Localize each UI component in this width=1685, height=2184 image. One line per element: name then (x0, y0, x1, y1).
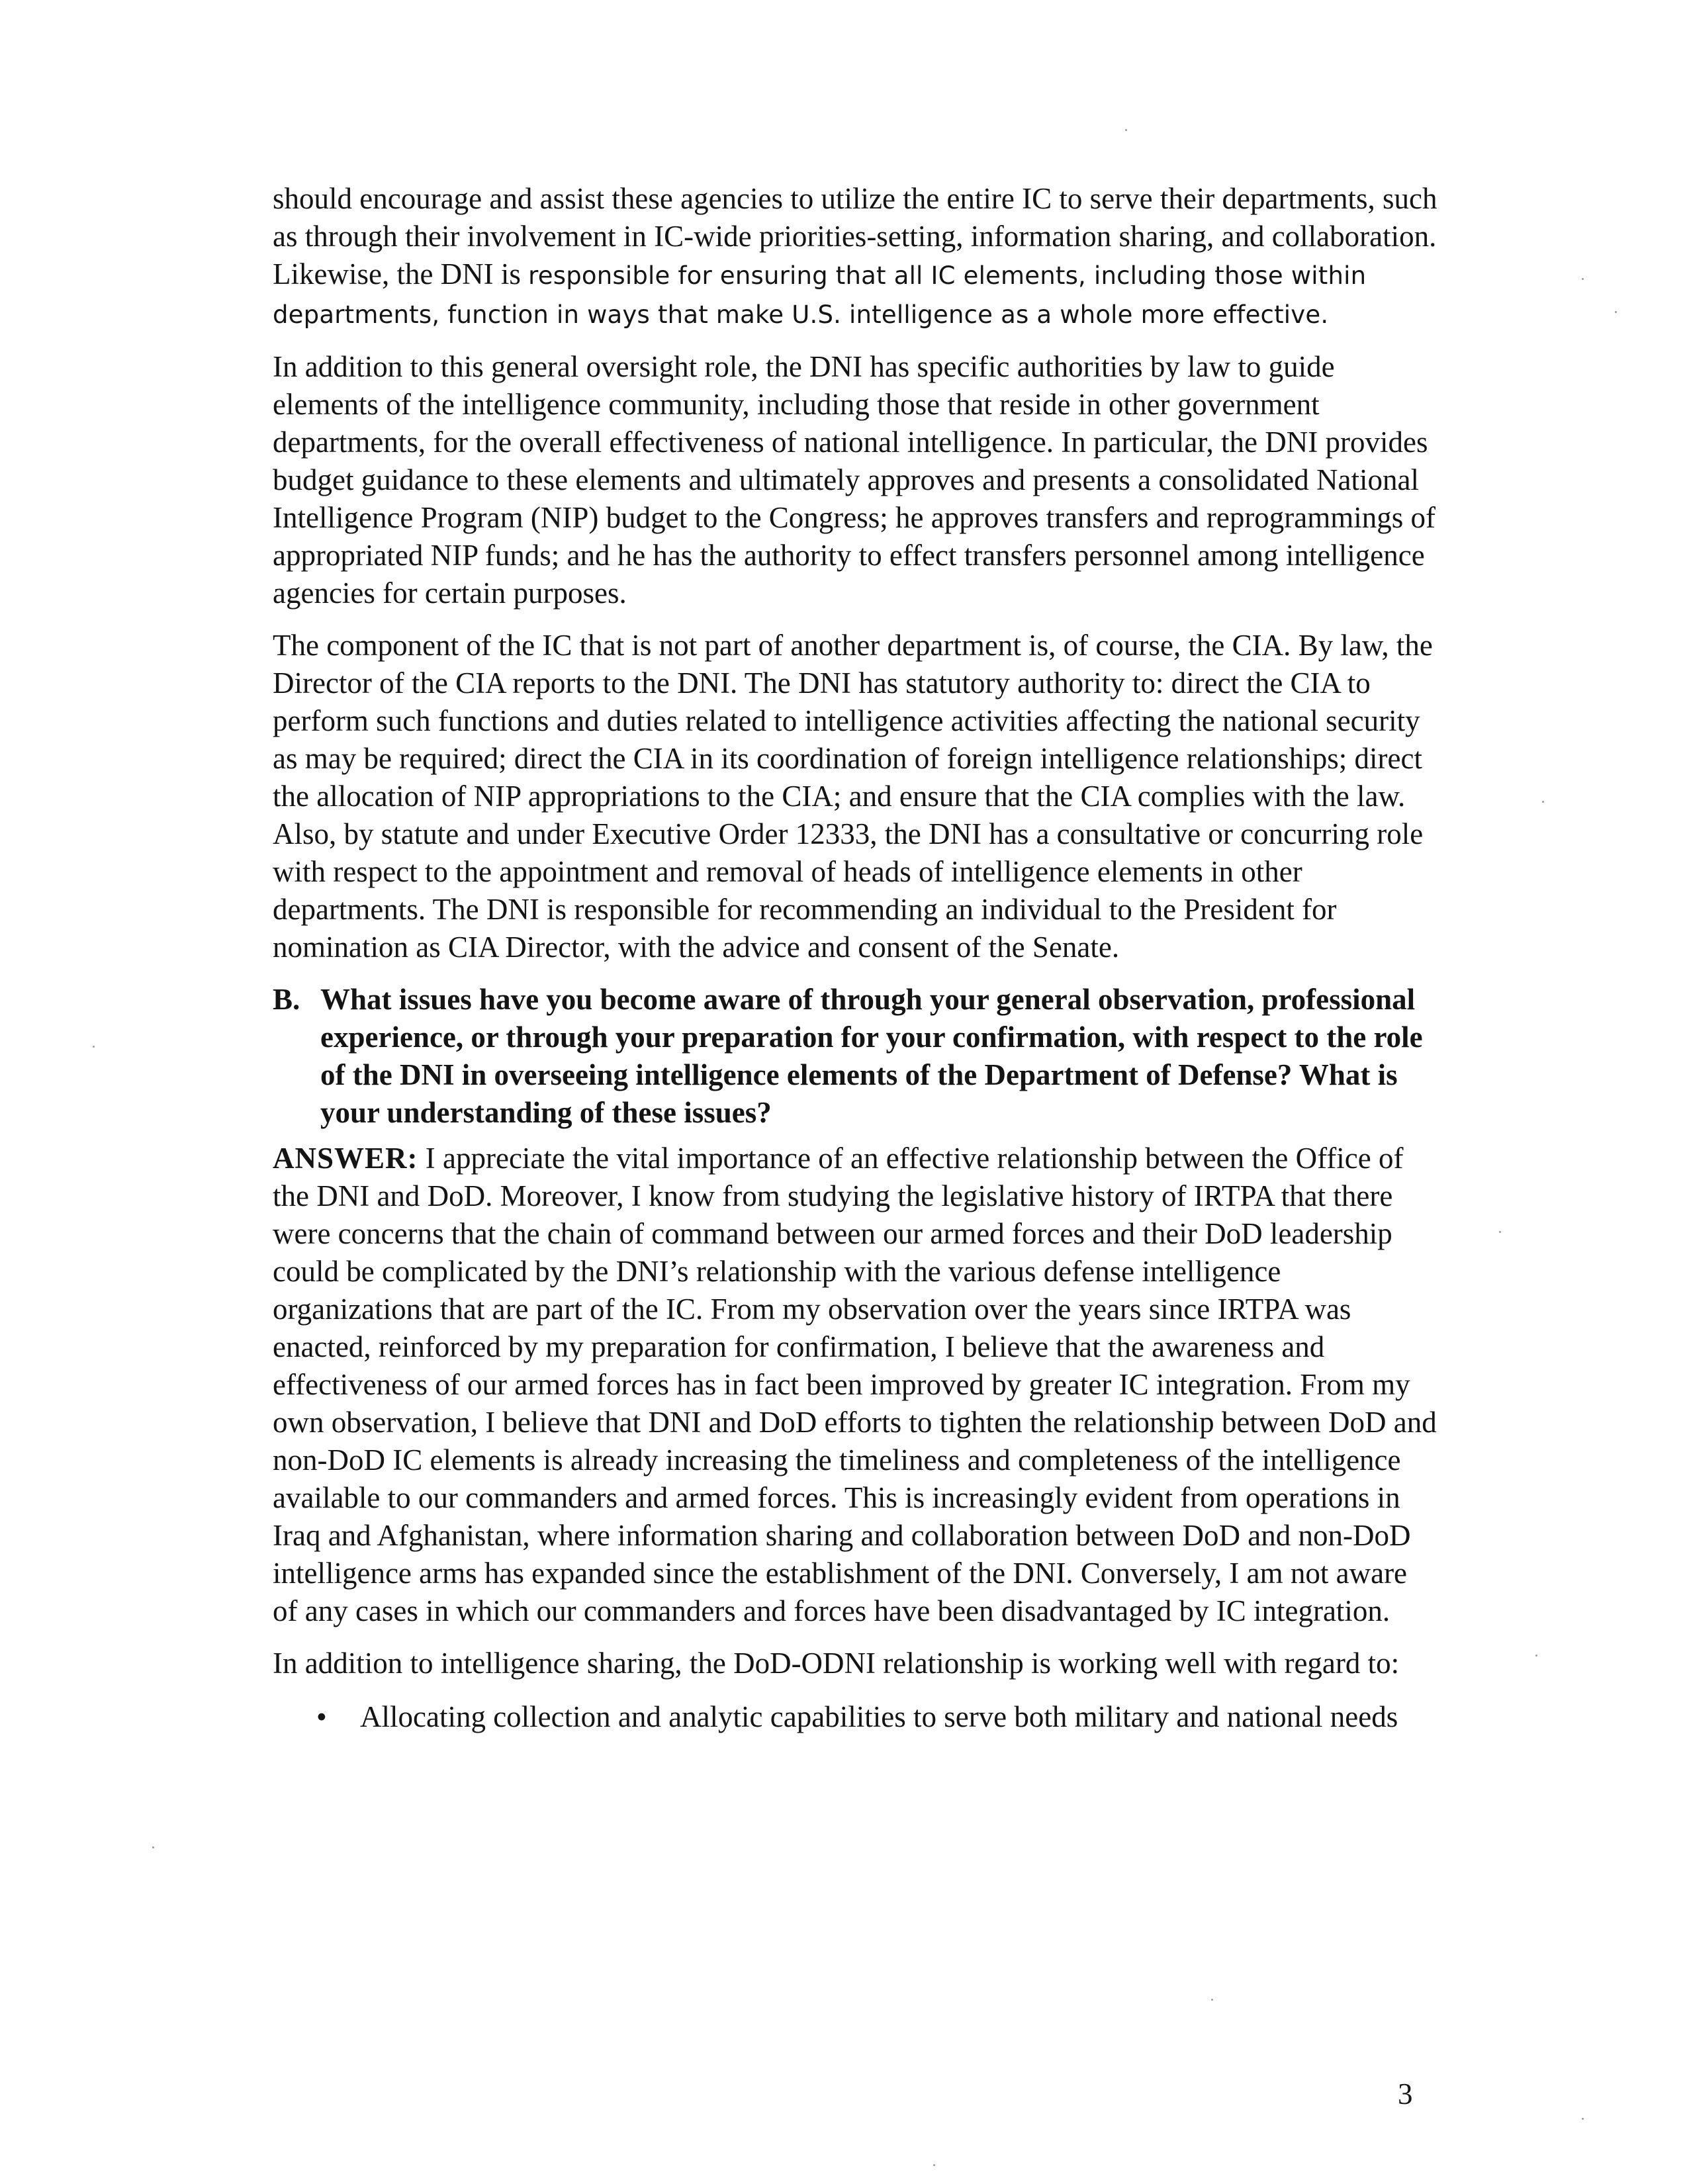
question-b (273, 981, 1437, 1132)
page-number: 3 (1398, 2077, 1413, 2111)
paragraph-dni-authorities: In addition to this general oversight role, the DNI has specific authorities by law to guide elements of the intelligence community, including those that reside in other government departments, for the overall effectiveness of national intelligence. In particular, the DNI provides budget guidance to these elements and ultimately approves and presents a consolidated National Intelligence Program (NIP) budget to the Congress; he approves transfers and reprogrammings of appropriated NIP funds; and he has the authority to effect transfers personnel among intelligence agencies for certain purposes. (273, 350, 1436, 610)
bullet-icon: • (316, 1700, 327, 1733)
bullet-item (273, 1698, 1437, 1736)
scan-speck (152, 1846, 154, 1848)
scan-speck (1582, 278, 1584, 280)
scan-speck (1535, 1655, 1537, 1657)
question-text: What issues have you become aware of through your general observation, professional experience, or through your preparation for your confirmation, with respect to the role of the DNI in overseeing intelligence elements of the Department of Defense? What is your understanding of these issues? (320, 983, 1423, 1129)
scan-speck (1542, 801, 1544, 803)
question-label: B. (273, 983, 300, 1016)
scan-speck (1211, 1999, 1213, 2001)
bullet-list (273, 1698, 1437, 1736)
paragraph-text-sans: responsible for ensuring that all IC elements, including those within departments, function in ways that make U.S. intelligence as a whole more effective. (273, 261, 1367, 329)
document-body (273, 180, 1437, 1736)
paragraph-cia-component: The component of the IC that is not part of another department is, of course, the CIA. By law, the Director of the CIA reports to the DNI. The DNI has statutory authority to: direct the CIA to perform such functions and duties related to intelligence activities affecting the national security as may be required; direct the CIA in its coordination of foreign intelligence relationships; direct the allocation of NIP appropriations to the CIA; and ensure that the CIA complies with the law. Also, by statute and under Executive Order 12333, the DNI has a consultative or concurring role with respect to the appointment and removal of heads of intelligence elements in other departments. The DNI is responsible for recommending an individual to the President for nomination as CIA Director, with the advice and consent of the Senate. (273, 629, 1433, 964)
bullet-text: Allocating collection and analytic capabilities to serve both military and national needs (360, 1700, 1398, 1733)
paragraph-text-serif: should encourage and assist these agencies to utilize the entire IC to serve their departments, such as through their involvement in IC-wide priorities-setting, information sharing, and collaboration. Likewise, the DNI is (273, 182, 1437, 291)
scan-speck (93, 1046, 95, 1048)
answer-paragraph (273, 1140, 1437, 1630)
scan-speck (1615, 311, 1617, 313)
paragraph-dni-responsibilities (273, 180, 1437, 334)
scan-speck (933, 2164, 935, 2166)
paragraph-dod-odni-relationship: In addition to intelligence sharing, the DoD-ODNI relationship is working well with regard to: (273, 1647, 1400, 1680)
answer-text: I appreciate the vital importance of an effective relationship between the Office of the DNI and DoD. Moreover, I know from studying the legislative history of IRTPA that there were concerns that the chain of command between our armed forces and their DoD leadership could be complicated by the DNI’s relationship with the various defense intelligence organizations that are part of the IC. From my observation over the years since IRTPA was enacted, reinforced by my preparation for confirmation, I believe that the awareness and effectiveness of our armed forces has in fact been improved by greater IC integration. From my own observation, I believe that DNI and DoD efforts to tighten the relationship between DoD and non-DoD IC elements is already increasing the timeliness and completeness of the intelligence available to our commanders and armed forces. This is increasingly evident from operations in Iraq and Afghanistan, where information sharing and collaboration between DoD and non-DoD intelligence arms has expanded since the establishment of the DNI. Conversely, I am not aware of any cases in which our commanders and forces have been disadvantaged by IC integration. (273, 1142, 1437, 1627)
scan-speck (1499, 1231, 1501, 1233)
scan-speck (1582, 2118, 1584, 2120)
scan-speck (1125, 129, 1127, 131)
answer-label: ANSWER: (273, 1142, 418, 1175)
